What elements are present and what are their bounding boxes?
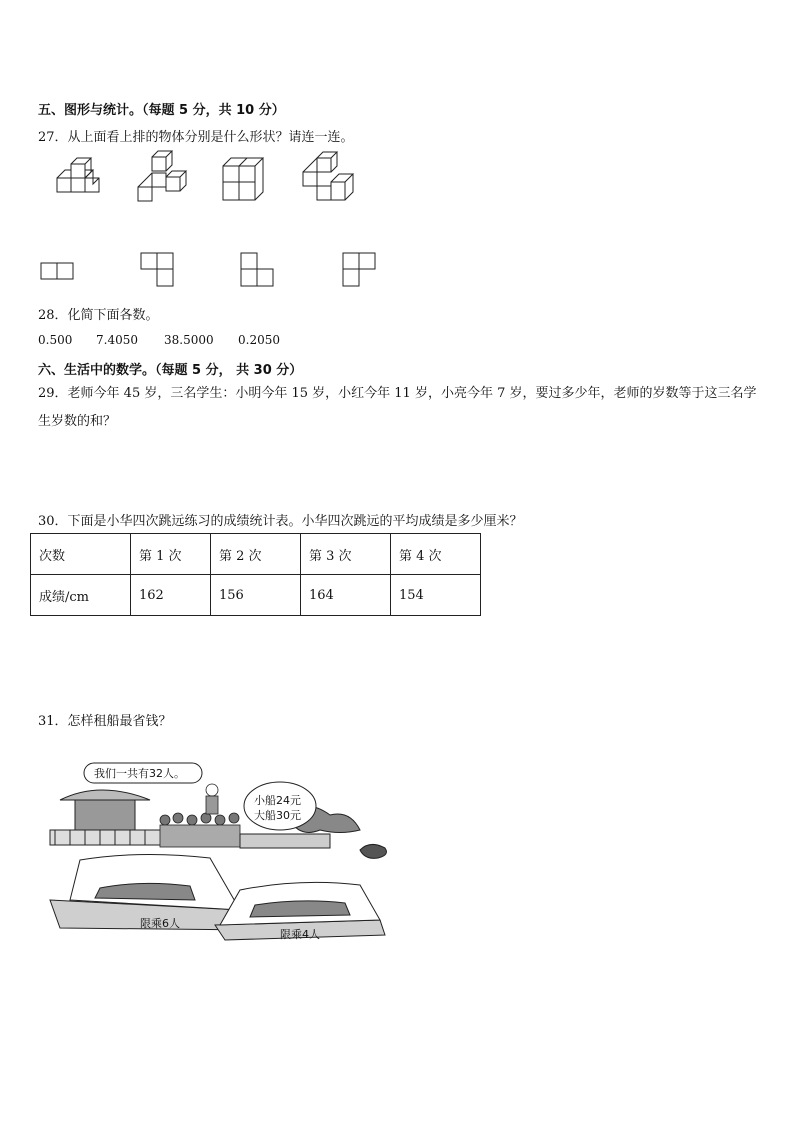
top-view-1 <box>40 262 76 282</box>
question-30-text: 30．下面是小华四次跳远练习的成绩统计表。小华四次跳远的平均成绩是多少厘米？ <box>38 514 523 529</box>
boat-rental-illustration <box>40 760 400 940</box>
table-cell: 156 <box>211 575 301 616</box>
table-row <box>31 575 481 616</box>
big-boat-price: 大船30元 <box>254 809 301 822</box>
number-item: 0.500 <box>38 333 73 347</box>
table-cell: 次数 <box>31 534 131 575</box>
table-cell: 第 2 次 <box>211 534 301 575</box>
top-view-3 <box>240 252 276 290</box>
table-cell: 第 4 次 <box>391 534 481 575</box>
number-item: 38.5000 <box>164 333 214 347</box>
solid-figure-2 <box>137 155 187 207</box>
section-6-heading: 六、生活中的数学。（每题 5 分， 共 30 分） <box>38 363 303 378</box>
small-boat-price: 小船24元 <box>254 794 301 807</box>
small-boat-capacity-label: 限乘4人 <box>280 928 320 941</box>
table-cell: 第 3 次 <box>301 534 391 575</box>
table-cell: 第 1 次 <box>131 534 211 575</box>
question-29-text: 29．老师今年 45 岁，三名学生：小明今年 15 岁，小红今年 11 岁，小亮今年 7 岁，要过多少年，老师的岁数等于这三名学生岁数的和？ <box>38 386 757 429</box>
big-boat-capacity-label: 限乘6人 <box>140 917 180 930</box>
score-table <box>30 533 481 616</box>
boat-scene <box>40 760 400 940</box>
question-28-text: 28．化简下面各数。 <box>38 308 159 323</box>
table-cell: 154 <box>391 575 481 616</box>
table-cell: 162 <box>131 575 211 616</box>
top-view-4 <box>342 252 378 290</box>
number-item: 0.2050 <box>238 333 280 347</box>
section-5-heading: 五、图形与统计。（每题 5 分，共 10 分） <box>38 103 285 118</box>
solid-figure-4 <box>302 152 354 204</box>
question-27-text: 27．从上面看上排的物体分别是什么形状？请连一连。 <box>38 130 354 145</box>
speech-bubble-text: 我们一共有32人。 <box>94 767 185 780</box>
solid-figure-1 <box>56 160 106 206</box>
table-header-row <box>31 534 481 575</box>
question-31-text: 31．怎样租船最省钱？ <box>38 714 172 729</box>
top-view-2 <box>140 252 176 290</box>
number-item: 7.4050 <box>96 333 138 347</box>
table-cell: 成绩/cm <box>31 575 131 616</box>
solid-figure-3 <box>222 158 268 204</box>
table-cell: 164 <box>301 575 391 616</box>
